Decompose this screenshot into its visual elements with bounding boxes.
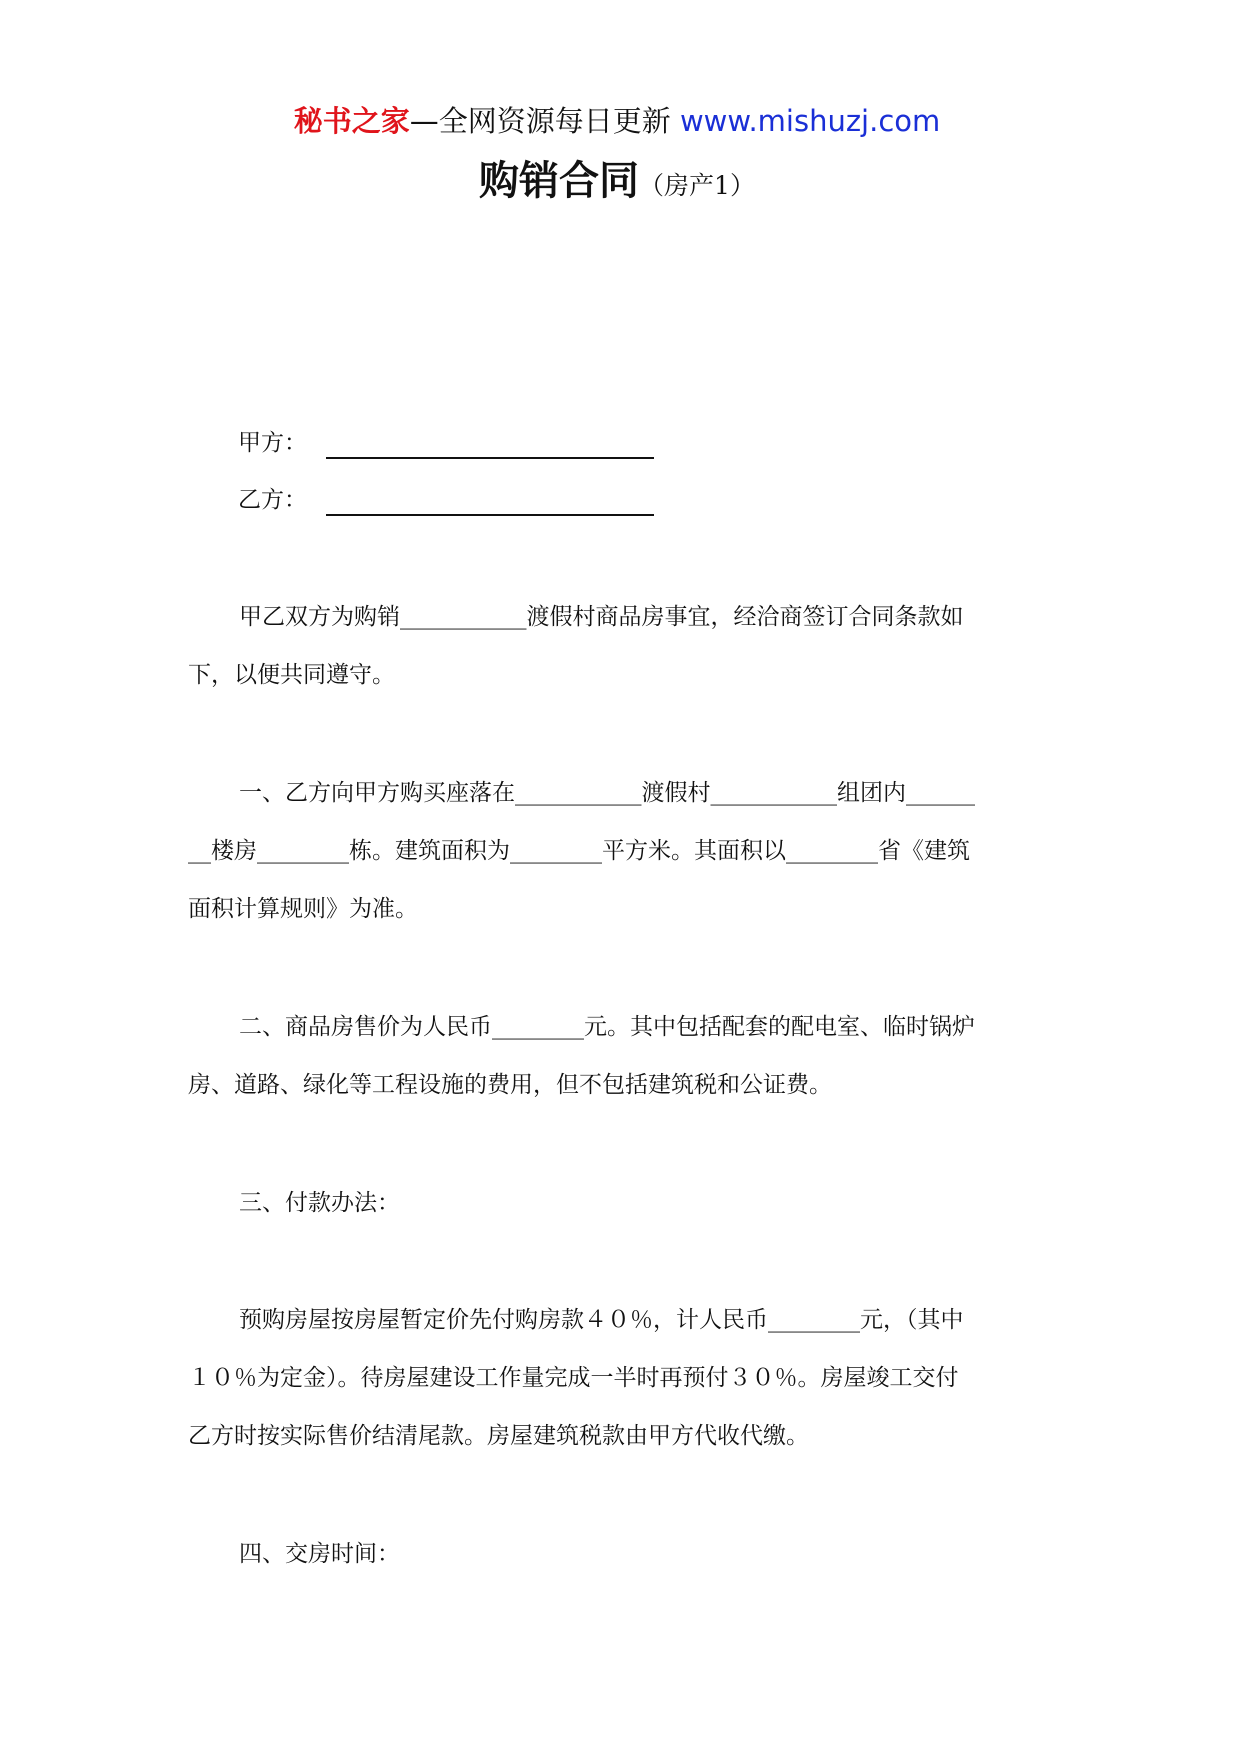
- paragraph-line: 甲乙双方为购销___________渡假村商品房事宜，经洽商签订合同条款如: [239, 604, 964, 630]
- clause-3-heading: [188, 1174, 1040, 1232]
- document-title: [0, 154, 1234, 216]
- paragraph-line: １０％为定金）。待房屋建设工作量完成一半时再预付３０％。房屋竣工交付: [188, 1365, 959, 1391]
- party-b-label: 乙方：: [238, 487, 307, 513]
- document-title-subtitle: （房产1）: [639, 171, 755, 200]
- site-slogan: —全网资源每日更新: [409, 104, 680, 138]
- paragraph-line: 乙方时按实际售价结清尾款。房屋建筑税款由甲方代收代缴。: [188, 1423, 809, 1449]
- clause-4-heading: [188, 1525, 1040, 1583]
- paragraph-line: 房、道路、绿化等工程设施的费用，但不包括建筑税和公证费。: [188, 1072, 832, 1098]
- site-banner: [0, 100, 1234, 142]
- paragraph-line: 一、乙方向甲方购买座落在___________渡假村___________组团内______: [239, 780, 975, 806]
- party-a-blank-line: [326, 457, 654, 459]
- paragraph-line: 二、商品房售价为人民币________元。其中包括配套的配电室、临时锅炉: [239, 1014, 975, 1040]
- site-url-link[interactable]: www.mishuzj.com: [679, 104, 941, 138]
- intro-paragraph: [188, 588, 1040, 704]
- paragraph-line: __楼房________栋。建筑面积为________平方米。其面积以________省《建筑: [188, 838, 970, 864]
- party-a-label: 甲方：: [238, 430, 307, 456]
- paragraph-line: 三、付款办法：: [239, 1190, 400, 1216]
- site-brand-name: 秘书之家: [293, 104, 410, 138]
- party-a-field: [238, 425, 307, 461]
- clause-2-paragraph: [188, 998, 1040, 1114]
- paragraph-line: 面积计算规则》为准。: [188, 896, 418, 922]
- party-b-blank-line: [326, 514, 654, 516]
- paragraph-line: 下，以便共同遵守。: [188, 662, 395, 688]
- payment-paragraph: [188, 1291, 1040, 1465]
- document-title-main: 购销合同: [479, 158, 640, 204]
- party-b-field: [238, 482, 307, 518]
- paragraph-line: 预购房屋按房屋暂定价先付购房款４０％，计人民币________元，（其中: [239, 1307, 964, 1333]
- clause-1-paragraph: [188, 764, 1040, 938]
- paragraph-line: 四、交房时间：: [239, 1541, 400, 1567]
